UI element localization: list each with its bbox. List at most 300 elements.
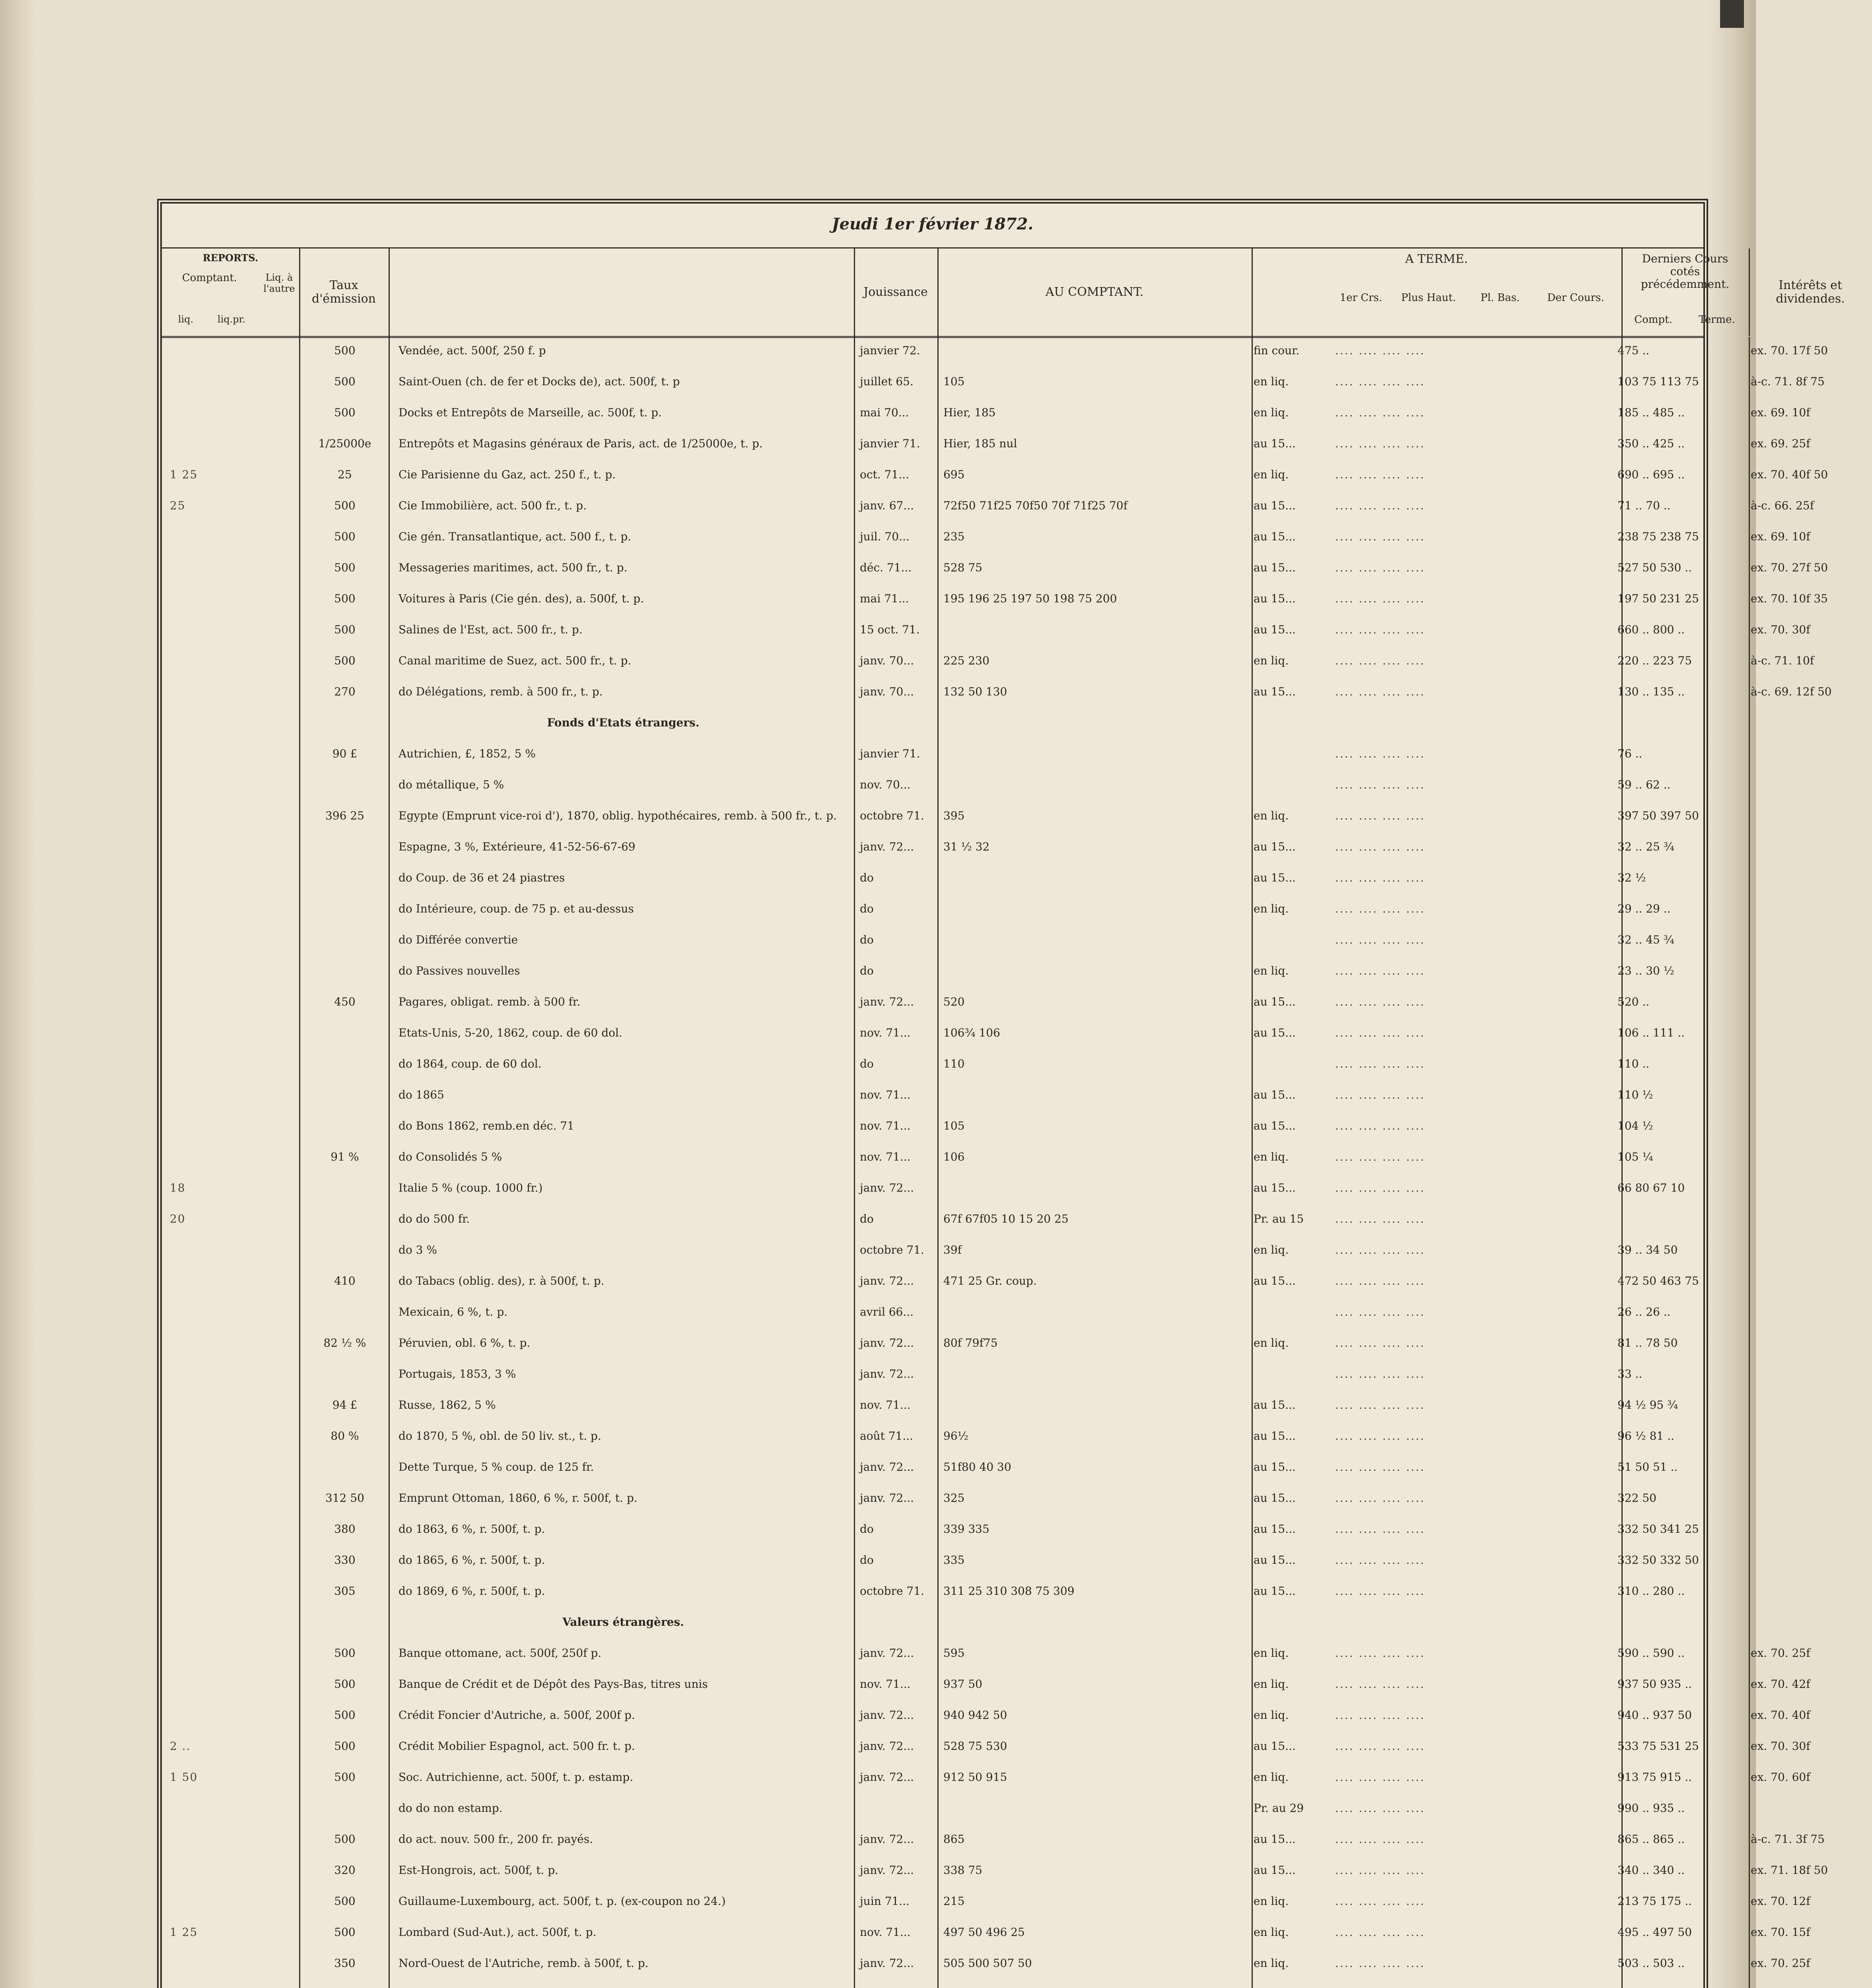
table-row: [162, 1708, 1810, 1722]
cell-comp: 325: [943, 1491, 965, 1505]
table-row: [162, 1957, 1810, 1970]
table-row: [162, 1057, 1703, 1071]
liq-label: liq.: [178, 314, 194, 325]
cell-jou: oct. 71...: [860, 468, 909, 481]
cell-jou: janv. 72...: [860, 1646, 914, 1660]
cell-ter: au 15...: [1254, 561, 1296, 574]
cell-prev: 238 75 238 75: [1617, 530, 1699, 543]
cell-ter: au 15...: [1254, 530, 1296, 543]
cell-taux: 90 £: [332, 747, 358, 760]
cell-int: ex. 70. 17f 50: [1751, 344, 1828, 357]
cell-taux: 500: [334, 530, 356, 543]
terme-dots: .... .... .... ....: [1335, 654, 1425, 667]
terme-dots: .... .... .... ....: [1335, 1584, 1425, 1598]
cell-name: do Bons 1862, remb.en déc. 71: [399, 1119, 574, 1132]
cell-ter: au 15...: [1254, 1119, 1296, 1132]
terme-dots: .... .... .... ....: [1335, 1336, 1425, 1349]
table-row: [162, 1553, 1703, 1567]
terme-dots: .... .... .... ....: [1335, 1926, 1425, 1939]
cell-ter: au 15...: [1254, 840, 1296, 853]
terme-dots: .... .... .... ....: [1335, 1212, 1425, 1225]
au-comptant-header: AU COMPTANT.: [937, 248, 1253, 336]
table-row: [162, 1336, 1703, 1350]
cell-ter: au 15...: [1254, 592, 1296, 605]
cell-prev: 990 .. 935 ..: [1617, 1802, 1685, 1815]
liq-autre-label: Liq. à l'autre: [263, 272, 295, 294]
table-row: [162, 344, 1828, 357]
terme-dots: .... .... .... ....: [1335, 933, 1425, 946]
cell-prev: 660 .. 800 ..: [1617, 623, 1685, 636]
premier-cours-label: 1er Crs.: [1339, 292, 1382, 304]
cell-name: Crédit Foncier d'Autriche, a. 500f, 200f p.: [399, 1708, 635, 1722]
cell-comp: 338 75: [943, 1864, 982, 1877]
cell-comp: 339 335: [943, 1522, 989, 1536]
table-row: [162, 437, 1810, 450]
cell-comp: 865: [943, 1833, 965, 1846]
cell-name: Cie Immobilière, act. 500 fr., t. p.: [399, 499, 587, 512]
table-row: [162, 840, 1703, 854]
table-row: [162, 1119, 1703, 1133]
cell-jou: nov. 71...: [860, 1150, 911, 1163]
cell-prev: 397 50 397 50: [1617, 809, 1699, 822]
cell-jou: janv. 72...: [860, 1740, 914, 1753]
table-row: [162, 623, 1810, 637]
cell-jou: 15 oct. 71.: [860, 623, 920, 636]
cell-prev: 110 ½: [1617, 1088, 1653, 1101]
cell-name: Autrichien, £, 1852, 5 %: [399, 747, 536, 760]
table-row: [162, 778, 1703, 792]
cell-name: Est-Hongrois, act. 500f, t. p.: [399, 1864, 559, 1877]
table-header: [162, 247, 1845, 338]
cell-ter: en liq.: [1254, 1708, 1289, 1722]
cell-comp: 72f50 71f25 70f50 70f 71f25 70f: [943, 499, 1127, 512]
jouissance-header: Jouissance: [854, 248, 939, 336]
cell-prev: 59 .. 62 ..: [1617, 778, 1671, 791]
cell-prev: 23 .. 30 ½: [1617, 964, 1674, 977]
table-row: [162, 1864, 1828, 1877]
cell-rep: 1 50: [170, 1771, 198, 1784]
cell-name: do 1870, 5 %, obl. de 50 liv. st., t. p.: [399, 1429, 601, 1442]
terme-dots: .... .... .... ....: [1335, 1553, 1425, 1567]
cell-name: Canal maritime de Suez, act. 500 fr., t. p.: [399, 654, 632, 667]
cell-name: Espagne, 3 %, Extérieure, 41-52-56-67-69: [399, 840, 636, 853]
cell-ter: en liq.: [1254, 1895, 1289, 1908]
cell-rep: 1 25: [170, 1926, 198, 1939]
col-rule: [1749, 337, 1750, 1988]
cell-prev: 913 75 915 ..: [1617, 1771, 1692, 1784]
terme-dots: .... .... .... ....: [1335, 1895, 1425, 1908]
table-row: [162, 1181, 1703, 1195]
cell-ter: au 15...: [1254, 1522, 1296, 1536]
cell-ter: au 15...: [1254, 437, 1296, 450]
cell-name: do do non estamp.: [399, 1802, 503, 1815]
cell-name: Russe, 1862, 5 %: [399, 1398, 496, 1411]
cell-ter: fin cour.: [1254, 344, 1300, 357]
cell-taux: 500: [334, 375, 356, 388]
cell-int: ex. 70. 25f: [1751, 1957, 1810, 1970]
cell-name: do do 500 fr.: [399, 1212, 470, 1225]
cell-comp: 528 75: [943, 561, 982, 574]
cell-comp: 695: [943, 468, 965, 481]
cell-jou: juil. 70...: [860, 530, 910, 543]
cell-comp: 937 50: [943, 1677, 982, 1691]
terme-dots: .... .... .... ....: [1335, 747, 1425, 760]
cell-prev: 350 .. 425 ..: [1617, 437, 1685, 450]
cell-jou: janv. 72...: [860, 1181, 914, 1194]
table-row: [162, 592, 1828, 606]
cell-jou: octobre 71.: [860, 1243, 924, 1256]
cell-comp: 195 196 25 197 50 198 75 200: [943, 592, 1117, 605]
cell-ter: en liq.: [1254, 902, 1289, 915]
table-row: [162, 1243, 1703, 1257]
cell-ter: en liq.: [1254, 1677, 1289, 1691]
cell-jou: nov. 71...: [860, 1677, 911, 1691]
cell-prev: 105 ¼: [1617, 1150, 1653, 1163]
cell-jou: octobre 71.: [860, 1584, 924, 1598]
cell-int: ex. 70. 42f: [1751, 1677, 1810, 1691]
cell-taux: 500: [334, 592, 356, 605]
cell-prev: 110 ..: [1617, 1057, 1650, 1070]
cell-comp: 51f80 40 30: [943, 1460, 1011, 1474]
terme-dots: .... .... .... ....: [1335, 499, 1425, 512]
cell-prev: 590 .. 590 ..: [1617, 1646, 1685, 1660]
cell-prev: 690 .. 695 ..: [1617, 468, 1685, 481]
cell-taux: 94 £: [332, 1398, 358, 1411]
cell-ter: au 15...: [1254, 1584, 1296, 1598]
cell-comp: 110: [943, 1057, 965, 1070]
plus-haut-label: Plus Haut.: [1401, 292, 1456, 304]
cell-comp: Hier, 185: [943, 406, 996, 419]
cell-jou: janv. 70...: [860, 685, 914, 698]
cell-prev: 76 ..: [1617, 747, 1643, 760]
terme-dots: .... .... .... ....: [1335, 530, 1425, 543]
cell-comp: 67f 67f05 10 15 20 25: [943, 1212, 1069, 1225]
cell-ter: au 15...: [1254, 499, 1296, 512]
table-row: [162, 1677, 1810, 1691]
cell-jou: janv. 70...: [860, 654, 914, 667]
cell-name: Pagares, obligat. remb. à 500 fr.: [399, 995, 581, 1008]
cell-comp: 335: [943, 1553, 965, 1567]
cell-ter: en liq.: [1254, 1957, 1289, 1970]
cell-jou: juin 71...: [860, 1895, 910, 1908]
terme-dots: .... .... .... ....: [1335, 1367, 1425, 1380]
cell-comp: Hier, 185 nul: [943, 437, 1017, 450]
cell-name: Egypte (Emprunt vice-roi d'), 1870, oblig. hypothécaires, remb. à 500 fr., t. p.: [399, 809, 837, 822]
table-row: [162, 654, 1814, 668]
cell-jou: nov. 70...: [860, 778, 911, 791]
cell-taux: 270: [334, 685, 356, 698]
terme-dots: .... .... .... ....: [1335, 561, 1425, 574]
cell-ter: en liq.: [1254, 1243, 1289, 1256]
cell-jou: janv. 72...: [860, 840, 914, 853]
cell-prev: 310 .. 280 ..: [1617, 1584, 1685, 1598]
cell-jou: janv. 72...: [860, 1708, 914, 1722]
cell-comp: 520: [943, 995, 965, 1008]
terme-dots: .... .... .... ....: [1335, 871, 1425, 884]
cell-jou: nov. 71...: [860, 1398, 911, 1411]
table-row: [162, 1646, 1810, 1660]
cell-name: Guillaume-Luxembourg, act. 500f, t. p. (ex-coupon no 24.): [399, 1895, 726, 1908]
table-row: [162, 406, 1810, 419]
terme-dots: .... .... .... ....: [1335, 437, 1425, 450]
terme-dots: .... .... .... ....: [1335, 964, 1425, 977]
cell-ter: au 15...: [1254, 1740, 1296, 1753]
cell-comp: 106: [943, 1150, 965, 1163]
cell-comp: 106¾ 106: [943, 1026, 1000, 1039]
cell-ter: en liq.: [1254, 1926, 1289, 1939]
cell-name: Fonds d'Etats étrangers.: [547, 716, 700, 729]
table-row: [162, 1026, 1703, 1040]
derniers-cours-header: [1621, 248, 1750, 336]
cell-taux: 380: [334, 1522, 356, 1536]
cell-comp: 912 50 915: [943, 1771, 1007, 1784]
cell-int: à-c. 69. 12f 50: [1751, 685, 1832, 698]
cell-jou: nov. 71...: [860, 1119, 911, 1132]
cell-taux: 500: [334, 406, 356, 419]
cell-rep: 25: [170, 499, 186, 512]
cell-ter: au 15...: [1254, 1491, 1296, 1505]
terme-dots: .... .... .... ....: [1335, 406, 1425, 419]
cell-ter: au 15...: [1254, 1864, 1296, 1877]
cell-taux: 25: [338, 468, 352, 481]
cell-comp: 497 50 496 25: [943, 1926, 1025, 1939]
cell-int: à-c. 71. 3f 75: [1751, 1833, 1825, 1846]
terme-dots: .... .... .... ....: [1335, 623, 1425, 636]
cell-name: do act. nouv. 500 fr., 200 fr. payés.: [399, 1833, 593, 1846]
cell-name: Crédit Mobilier Espagnol, act. 500 fr. t. p.: [399, 1740, 635, 1753]
cell-name: Péruvien, obl. 6 %, t. p.: [399, 1336, 531, 1349]
cell-int: ex. 70. 30f: [1751, 623, 1810, 636]
cell-rep: 1 25: [170, 468, 198, 481]
cell-jou: janv. 72...: [860, 1367, 914, 1380]
cell-name: Banque ottomane, act. 500f, 250f p.: [399, 1646, 602, 1660]
terme-dots: .... .... .... ....: [1335, 1864, 1425, 1877]
cell-int: ex. 70. 15f: [1751, 1926, 1810, 1939]
cell-taux: 80 %: [330, 1429, 359, 1442]
cell-prev: 130 .. 135 ..: [1617, 685, 1685, 698]
cell-prev: 940 .. 937 50: [1617, 1708, 1692, 1722]
cell-comp: 505 500 507 50: [943, 1957, 1032, 1970]
table-row: [162, 933, 1703, 947]
cell-taux: 330: [334, 1553, 356, 1567]
cell-ter: au 15...: [1254, 1460, 1296, 1474]
cell-int: à-c. 71. 10f: [1751, 654, 1814, 667]
cell-prev: 96 ½ 81 ..: [1617, 1429, 1674, 1442]
cell-prev: 197 50 231 25: [1617, 592, 1699, 605]
terme-dots: .... .... .... ....: [1335, 995, 1425, 1008]
liq-pr-label: liq.pr.: [217, 314, 246, 325]
cell-prev: 71 .. 70 ..: [1617, 499, 1671, 512]
terme-dots: .... .... .... ....: [1335, 1802, 1425, 1815]
terme-dots: .... .... .... ....: [1335, 840, 1425, 853]
cell-int: ex. 70. 27f 50: [1751, 561, 1828, 574]
cell-taux: 350: [334, 1957, 356, 1970]
cell-name: do Coup. de 36 et 24 piastres: [399, 871, 565, 884]
cell-ter: au 15...: [1254, 1833, 1296, 1846]
cell-rep: 20: [170, 1212, 186, 1225]
cell-name: do Consolidés 5 %: [399, 1150, 502, 1163]
terme-dots: .... .... .... ....: [1335, 468, 1425, 481]
cell-name: do Tabacs (oblig. des), r. à 500f, t. p.: [399, 1274, 605, 1287]
comptant-label: Comptant.: [182, 272, 237, 284]
cell-jou: mai 70...: [860, 406, 909, 419]
cell-ter: au 15...: [1254, 871, 1296, 884]
cell-jou: janv. 72...: [860, 1771, 914, 1784]
table-row: [162, 1429, 1703, 1443]
cell-name: do 1865: [399, 1088, 444, 1101]
cell-jou: do: [860, 902, 874, 915]
cell-int: ex. 69. 25f: [1751, 437, 1810, 450]
cell-name: Entrepôts et Magasins généraux de Paris, act. de 1/25000e, t. p.: [399, 437, 763, 450]
table-row: [162, 902, 1703, 916]
cell-jou: janv. 72...: [860, 1491, 914, 1505]
cell-ter: au 15...: [1254, 1429, 1296, 1442]
cell-ter: en liq.: [1254, 1646, 1289, 1660]
table-row: [162, 1802, 1703, 1815]
cell-jou: do: [860, 1212, 874, 1225]
cell-name: do Délégations, remb. à 500 fr., t. p.: [399, 685, 603, 698]
cell-prev: 81 .. 78 50: [1617, 1336, 1678, 1349]
cell-jou: do: [860, 1057, 874, 1070]
cell-name: do 1865, 6 %, r. 500f, t. p.: [399, 1553, 545, 1567]
cell-jou: janv. 72...: [860, 1957, 914, 1970]
cell-prev: 472 50 463 75: [1617, 1274, 1699, 1287]
page-title: Jeudi 1er février 1872.: [832, 215, 1034, 233]
cell-prev: 26 .. 26 ..: [1617, 1305, 1671, 1318]
cell-int: ex. 70. 60f: [1751, 1771, 1810, 1784]
cell-jou: janvier 72.: [860, 344, 920, 357]
table-row: [162, 747, 1703, 761]
cell-taux: 500: [334, 561, 356, 574]
cell-ter: en liq.: [1254, 809, 1289, 822]
cell-jou: octobre 71.: [860, 809, 924, 822]
table-row: [162, 1522, 1703, 1536]
terme-dots: .... .... .... ....: [1335, 1088, 1425, 1101]
table-row: [162, 1895, 1810, 1908]
cell-taux: 500: [334, 1708, 356, 1722]
cell-name: Mexicain, 6 %, t. p.: [399, 1305, 508, 1318]
terme-dots: .... .... .... ....: [1335, 1119, 1425, 1132]
binding-clip: [1720, 0, 1744, 28]
terme-dots: .... .... .... ....: [1335, 778, 1425, 791]
cell-prev: 322 50: [1617, 1491, 1656, 1505]
cell-prev: 32 .. 25 ¾: [1617, 840, 1674, 853]
terme-dots: .... .... .... ....: [1335, 1057, 1425, 1070]
cell-taux: 500: [334, 1895, 356, 1908]
cell-int: ex. 69. 10f: [1751, 530, 1810, 543]
terme-dots: .... .... .... ....: [1335, 1491, 1425, 1505]
cell-prev: 220 .. 223 75: [1617, 654, 1692, 667]
cell-taux: 396 25: [325, 809, 364, 822]
table-row: [162, 561, 1828, 575]
terme-dots: .... .... .... ....: [1335, 1677, 1425, 1691]
cell-taux: 82 ½ %: [323, 1336, 366, 1349]
cell-int: ex. 70. 12f: [1751, 1895, 1810, 1908]
cell-name: Banque de Crédit et de Dépôt des Pays-Bas, titres unis: [399, 1677, 708, 1691]
terme-dots: .... .... .... ....: [1335, 902, 1425, 915]
cell-taux: 500: [334, 1926, 356, 1939]
cell-name: Nord-Ouest de l'Autriche, remb. à 500f, t. p.: [399, 1957, 649, 1970]
terme-dots: .... .... .... ....: [1335, 1460, 1425, 1474]
cell-prev: 32 ½: [1617, 871, 1646, 884]
cell-jou: janv. 72...: [860, 1274, 914, 1287]
cell-int: ex. 71. 18f 50: [1751, 1864, 1828, 1877]
terme-dots: .... .... .... ....: [1335, 1957, 1425, 1970]
cell-ter: au 15...: [1254, 623, 1296, 636]
table-row: [162, 1150, 1703, 1164]
plus-bas-label: Pl. Bas.: [1480, 292, 1520, 304]
cell-taux: 450: [334, 995, 356, 1008]
cell-taux: 305: [334, 1584, 356, 1598]
cell-ter: en liq.: [1254, 375, 1289, 388]
compt-label: Compt.: [1634, 314, 1672, 326]
cell-comp: 31 ½ 32: [943, 840, 990, 853]
cell-name: do Intérieure, coup. de 75 p. et au-dessus: [399, 902, 634, 915]
cell-prev: 332 50 341 25: [1617, 1522, 1699, 1536]
cell-name: do 3 %: [399, 1243, 437, 1256]
cell-int: ex. 70. 40f 50: [1751, 468, 1828, 481]
cell-prev: 94 ½ 95 ¾: [1617, 1398, 1678, 1411]
cell-comp: 595: [943, 1646, 965, 1660]
terme-dots: .... .... .... ....: [1335, 1150, 1425, 1163]
cell-jou: janv. 72...: [860, 995, 914, 1008]
cell-ter: au 15...: [1254, 995, 1296, 1008]
cell-prev: 495 .. 497 50: [1617, 1926, 1692, 1939]
cell-taux: 500: [334, 1646, 356, 1660]
section-heading: [162, 716, 1703, 730]
table-row: [162, 468, 1828, 481]
cell-name: do Différée convertie: [399, 933, 518, 946]
cell-int: ex. 70. 30f: [1751, 1740, 1810, 1753]
cell-ter: en liq.: [1254, 1336, 1289, 1349]
cell-int: ex. 70. 25f: [1751, 1646, 1810, 1660]
cell-jou: do: [860, 933, 874, 946]
cell-prev: 185 .. 485 ..: [1617, 406, 1685, 419]
table-row: [162, 530, 1810, 544]
cell-jou: nov. 71...: [860, 1026, 911, 1039]
cell-taux: 500: [334, 1833, 356, 1846]
cell-name: Italie 5 % (coup. 1000 fr.): [399, 1181, 543, 1194]
terme-dots: .... .... .... ....: [1335, 1771, 1425, 1784]
terme-dots: .... .... .... ....: [1335, 1522, 1425, 1536]
terme-dots: .... .... .... ....: [1335, 344, 1425, 357]
cell-jou: nov. 71...: [860, 1926, 911, 1939]
cell-name: Cie Parisienne du Gaz, act. 250 f., t. p.: [399, 468, 616, 481]
cell-jou: avril 66...: [860, 1305, 914, 1318]
cell-name: Emprunt Ottoman, 1860, 6 %, r. 500f, t. p.: [399, 1491, 638, 1505]
cell-name: do métallique, 5 %: [399, 778, 504, 791]
table-row: [162, 1398, 1703, 1412]
cell-jou: mai 71...: [860, 592, 909, 605]
terme-dots: .... .... .... ....: [1335, 1274, 1425, 1287]
cell-prev: 533 75 531 25: [1617, 1740, 1699, 1753]
cell-comp: 528 75 530: [943, 1740, 1007, 1753]
cell-prev: 503 .. 503 ..: [1617, 1957, 1685, 1970]
reports-header: [162, 248, 300, 336]
derniers-cours-label: Derniers Cours cotés précédemment.: [1641, 252, 1730, 291]
table-row: [162, 1771, 1810, 1784]
terme-dots: .... .... .... ....: [1335, 592, 1425, 605]
cell-rep: 2 ..: [170, 1740, 191, 1753]
cell-prev: 937 50 935 ..: [1617, 1677, 1692, 1691]
table-row: [162, 685, 1832, 699]
cell-prev: 39 .. 34 50: [1617, 1243, 1678, 1256]
cell-ter: au 15...: [1254, 1181, 1296, 1194]
cell-prev: 33 ..: [1617, 1367, 1643, 1380]
cell-jou: août 71...: [860, 1429, 914, 1442]
cell-ter: en liq.: [1254, 1771, 1289, 1784]
cell-jou: janvier 71.: [860, 747, 920, 760]
